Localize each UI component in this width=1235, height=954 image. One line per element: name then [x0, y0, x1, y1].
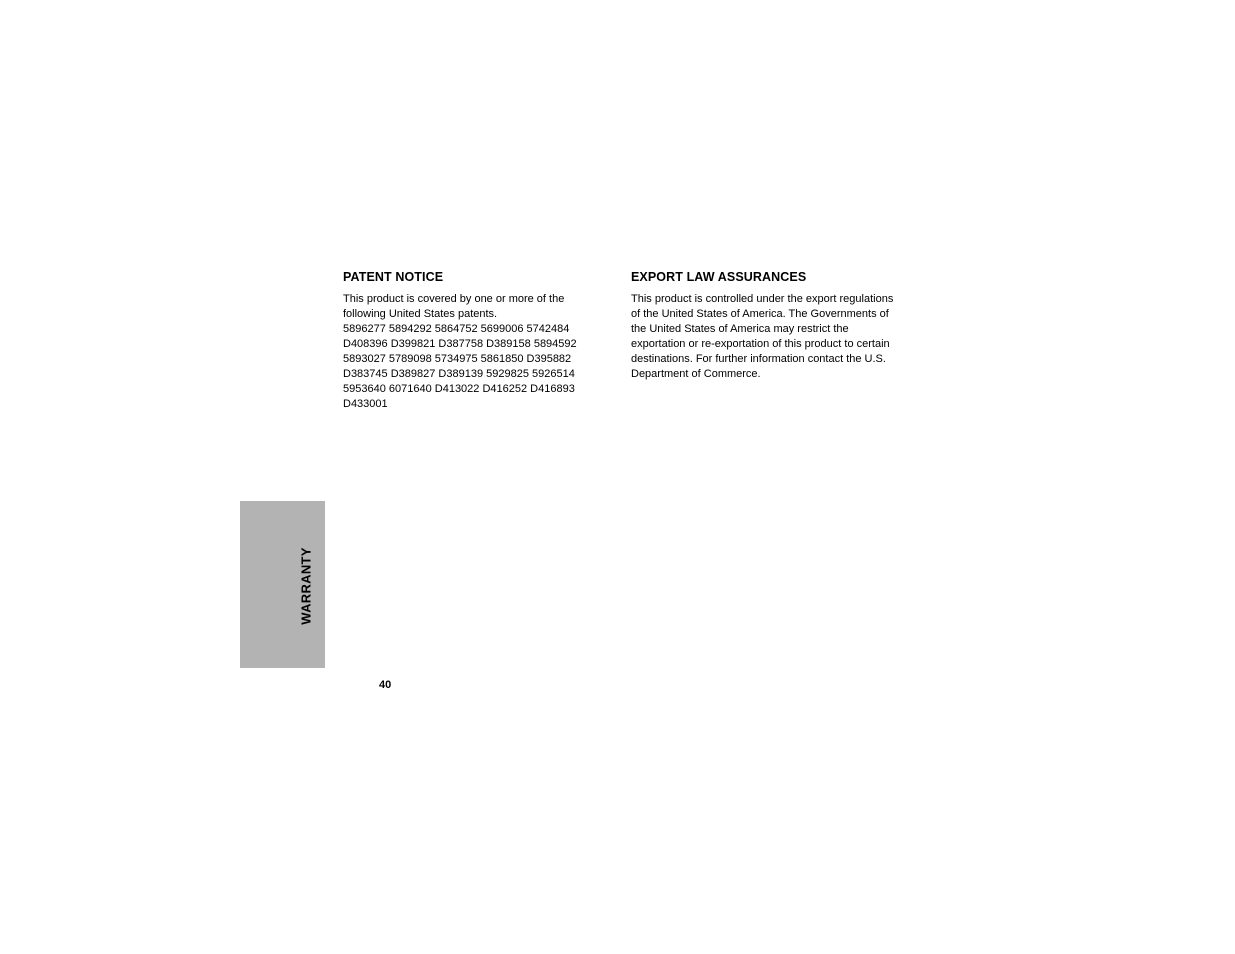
patent-line: 5953640 6071640 D413022 D416252 D416893 [343, 383, 575, 395]
export-law-section [631, 268, 896, 382]
section-tab-label: WARRANTY [298, 547, 314, 625]
patent-notice-heading: PATENT NOTICE [343, 270, 444, 284]
patent-notice-section [343, 268, 603, 412]
export-law-body: This product is controlled under the export regulations of the United States of America. The Governments of the United States of America may restrict the exportation or re-exportation of this product to certain destinations. For further information contact the U.S. Department of Commerce. [631, 293, 894, 380]
patent-line: D433001 [343, 398, 388, 410]
patent-number-list [343, 322, 603, 412]
patent-line: D408396 D399821 D387758 D389158 5894592 [343, 338, 577, 350]
patent-line: 5896277 5894292 5864752 5699006 5742484 [343, 323, 570, 335]
page-number: 40 [379, 679, 392, 691]
export-law-heading: EXPORT LAW ASSURANCES [631, 270, 807, 284]
patent-line: D383745 D389827 D389139 5929825 5926514 [343, 368, 575, 380]
patent-line: 5893027 5789098 5734975 5861850 D395882 [343, 353, 572, 365]
patent-notice-intro: This product is covered by one or more of the following United States patents. [343, 293, 565, 320]
